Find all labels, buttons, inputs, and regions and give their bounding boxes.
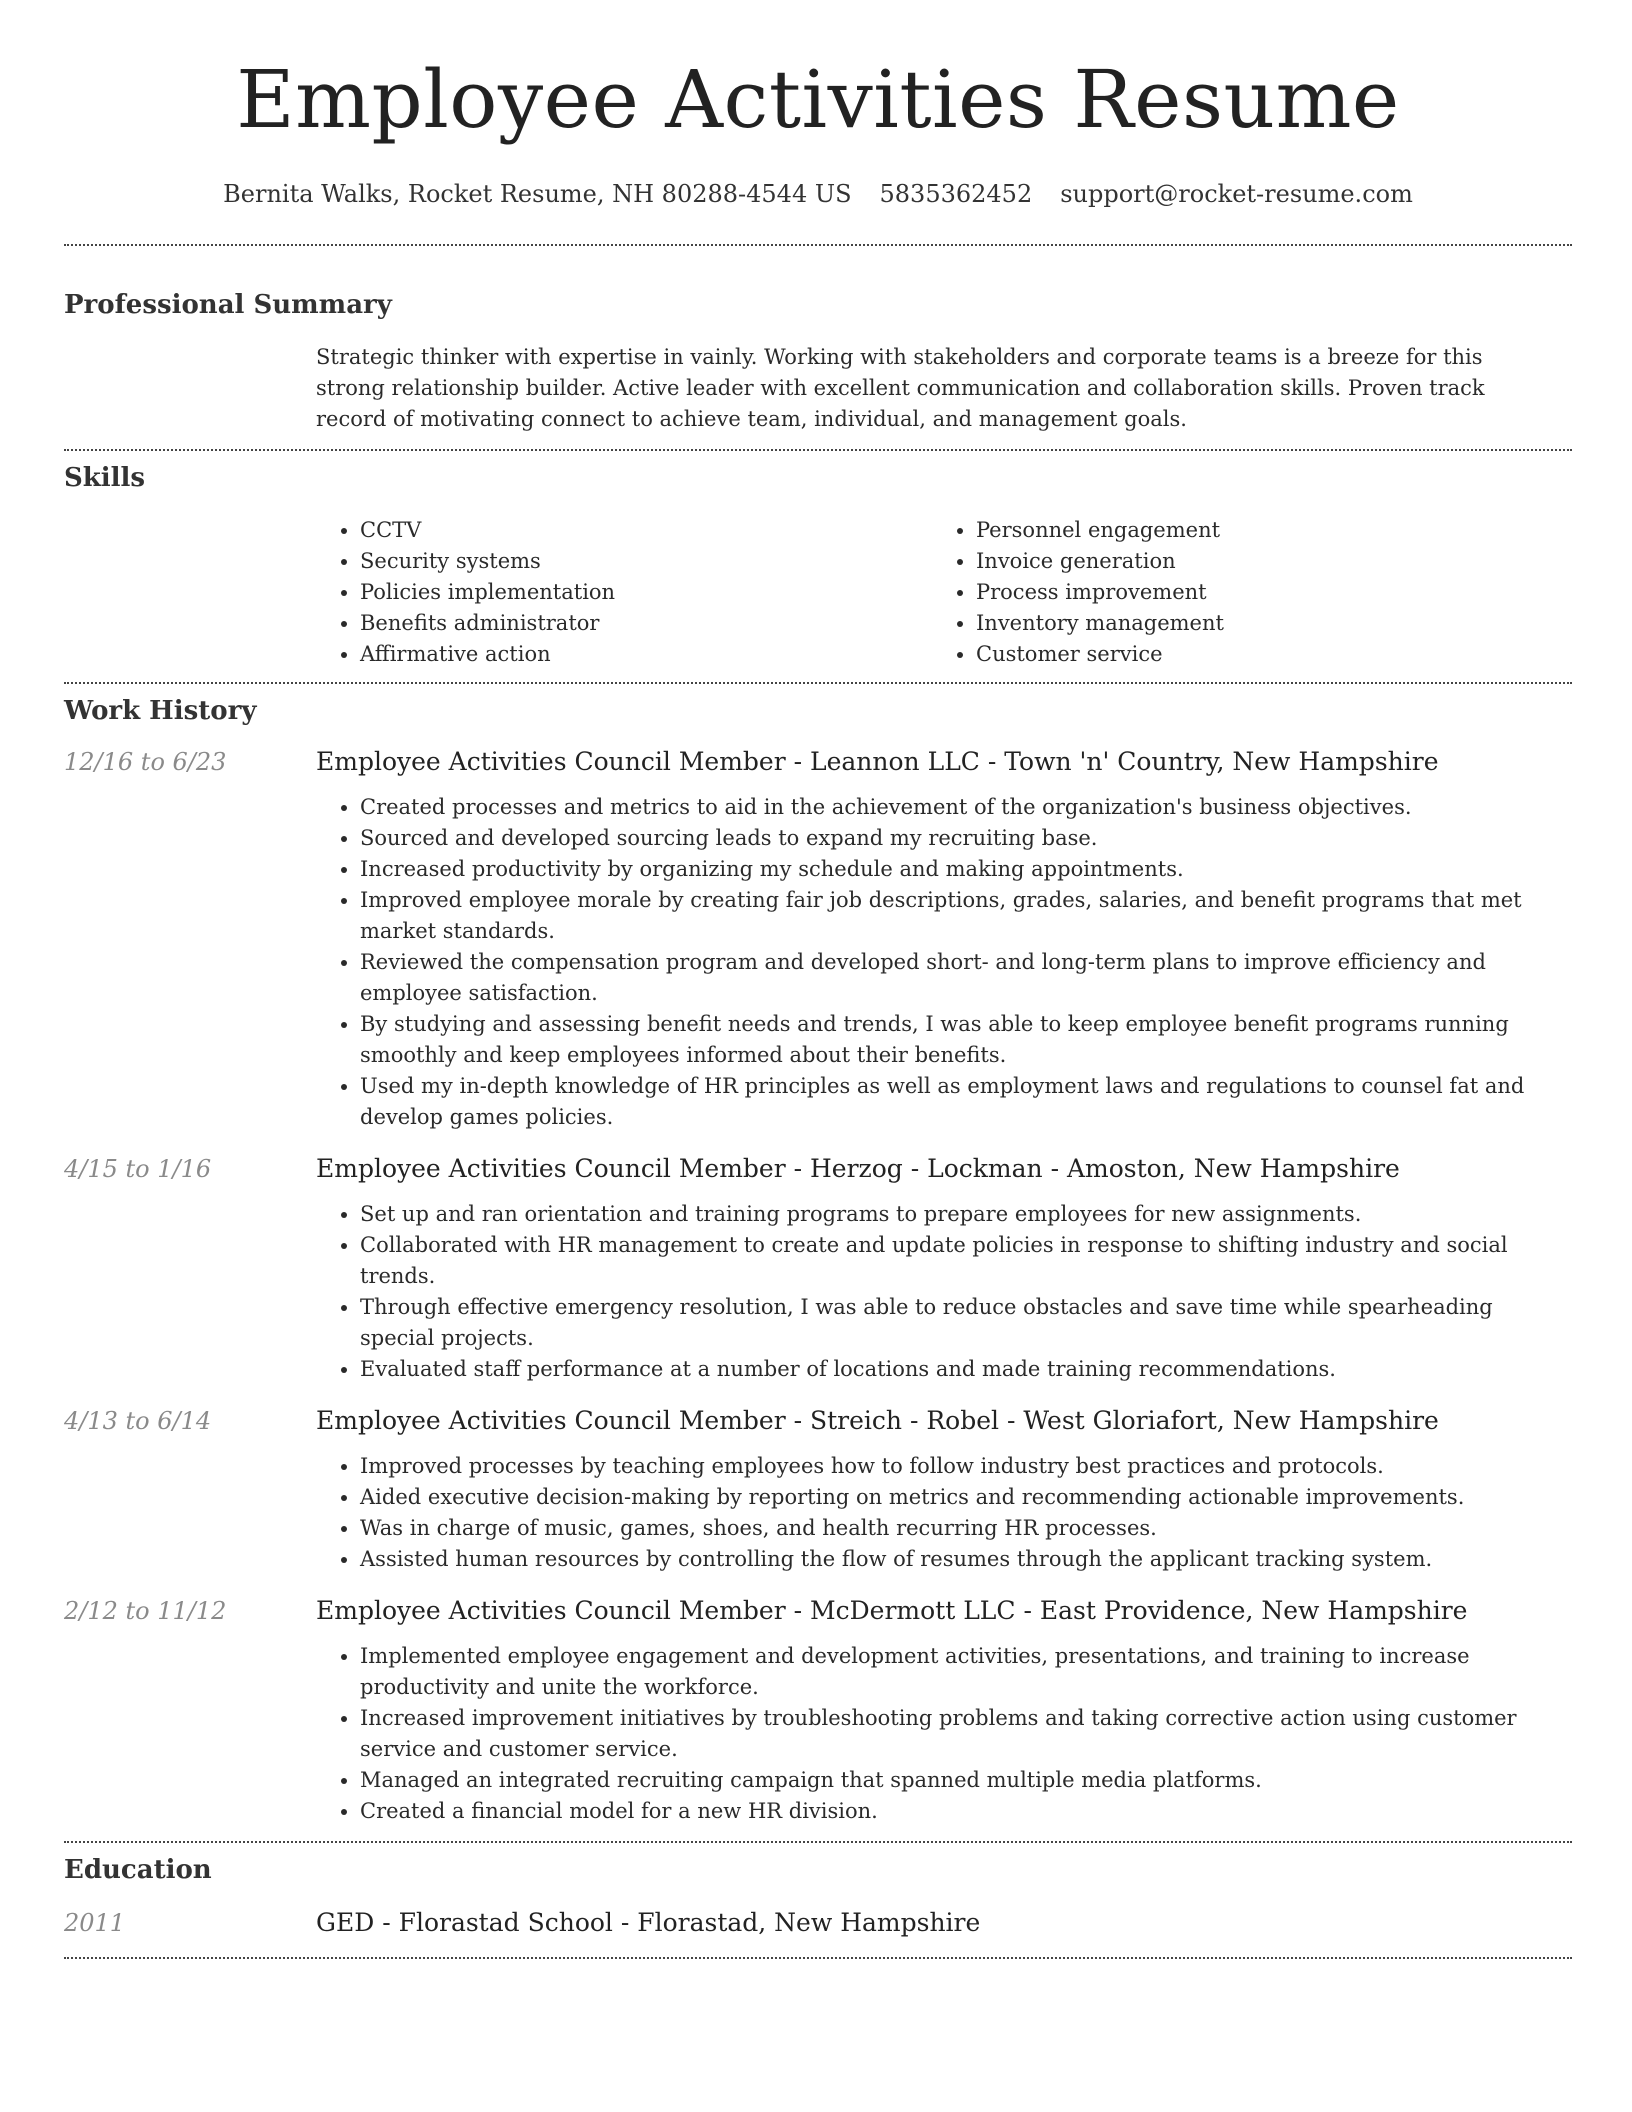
skill-item: • Personnel engagement xyxy=(976,515,1548,546)
contact-phone: 5835362452 xyxy=(879,180,1033,208)
job-bullets xyxy=(316,1451,1572,1575)
job-entry xyxy=(64,1405,1572,1575)
job-bullet: • Through effective emergency resolution, I was able to reduce obstacles and save time while spearheading special projects. xyxy=(360,1292,1572,1354)
divider xyxy=(64,244,1572,246)
job-bullet: • Implemented employee engagement and development activities, presentations, and training to increase productivity and unite the workforce. xyxy=(360,1641,1572,1703)
education-year: 2011 xyxy=(64,1909,126,1937)
job-title: Employee Activities Council Member - McDermott LLC - East Providence, New Hampshire xyxy=(316,1596,1468,1625)
skill-item: • Policies implementation xyxy=(360,577,932,608)
skill-item: • Benefits administrator xyxy=(360,608,932,639)
skill-item: • Affirmative action xyxy=(360,639,932,670)
job-bullet: • Evaluated staff performance at a number of locations and made training recommendations. xyxy=(360,1354,1572,1385)
job-dates: 4/13 to 6/14 xyxy=(64,1407,212,1435)
job-bullet: • Created a financial model for a new HR division. xyxy=(360,1796,1572,1827)
job-bullet: • Managed an integrated recruiting campaign that spanned multiple media platforms. xyxy=(360,1765,1572,1796)
job-bullet: • Used my in-depth knowledge of HR principles as well as employment laws and regulations to counsel fat and develop games policies. xyxy=(360,1071,1572,1133)
skill-item: • CCTV xyxy=(360,515,932,546)
job-bullet: • Created processes and metrics to aid in the achievement of the organization's business objectives. xyxy=(360,792,1572,823)
job-bullet: • Aided executive decision-making by reporting on metrics and recommending actionable improvements. xyxy=(360,1482,1572,1513)
job-bullet: • By studying and assessing benefit needs and trends, I was able to keep employee benefit programs running smoothly and keep employees informed about their benefits. xyxy=(360,1009,1572,1071)
job-bullet: • Assisted human resources by controlling the flow of resumes through the applicant tracking system. xyxy=(360,1544,1572,1575)
job-bullets xyxy=(316,1641,1572,1827)
job-dates: 2/12 to 11/12 xyxy=(64,1597,227,1625)
job-bullets xyxy=(316,1199,1572,1385)
education-entry xyxy=(64,1907,1572,1939)
job-entry xyxy=(64,1153,1572,1385)
job-bullet: • Sourced and developed sourcing leads to expand my recruiting base. xyxy=(360,823,1572,854)
contact-line xyxy=(64,178,1572,210)
job-title: Employee Activities Council Member - Herzog - Lockman - Amoston, New Hampshire xyxy=(316,1154,1400,1183)
work-history-heading: Work History xyxy=(64,696,257,726)
skills-heading: Skills xyxy=(64,463,146,493)
job-bullet: • Set up and ran orientation and training programs to prepare employees for new assignments. xyxy=(360,1199,1572,1230)
job-bullet: • Improved processes by teaching employees how to follow industry best practices and protocols. xyxy=(360,1451,1572,1482)
job-title: Employee Activities Council Member - Streich - Robel - West Gloriafort, New Hampshire xyxy=(316,1406,1439,1435)
job-bullet: • Was in charge of music, games, shoes, and health recurring HR processes. xyxy=(360,1513,1572,1544)
skills-column-left xyxy=(316,515,932,670)
skill-item: • Inventory management xyxy=(976,608,1548,639)
job-entry xyxy=(64,1595,1572,1827)
job-bullet: • Collaborated with HR management to create and update policies in response to shifting industry and social trends. xyxy=(360,1230,1572,1292)
skills-column-right xyxy=(932,515,1548,670)
skill-item: • Process improvement xyxy=(976,577,1548,608)
job-dates: 12/16 to 6/23 xyxy=(64,748,227,776)
contact-address: Bernita Walks, Rocket Resume, NH 80288-4544 US xyxy=(223,180,852,208)
job-bullet: • Improved employee morale by creating fair job descriptions, grades, salaries, and benefit programs that met market standards. xyxy=(360,885,1572,947)
job-title: Employee Activities Council Member - Leannon LLC - Town 'n' Country, New Hampshire xyxy=(316,747,1439,776)
resume-page xyxy=(64,0,1572,1959)
resume-title: Employee Activities Resume xyxy=(236,53,1400,146)
skills-list xyxy=(316,515,1572,670)
job-bullet: • Reviewed the compensation program and developed short- and long-term plans to improve efficiency and employee satisfaction. xyxy=(360,947,1572,1009)
skill-item: • Invoice generation xyxy=(976,546,1548,577)
divider xyxy=(64,1957,1572,1959)
summary-text: Strategic thinker with expertise in vainly. Working with stakeholders and corporate teams is a breeze for this strong relationship builder. Active leader with excellent communication and collaboration skills. Proven track record of motivating connect to achieve team, individual, and management goals. xyxy=(316,345,1485,431)
contact-email: support@rocket-resume.com xyxy=(1060,180,1413,208)
education-degree: GED - Florastad School - Florastad, New Hampshire xyxy=(316,1908,981,1937)
work-history-list xyxy=(64,746,1572,1827)
job-bullet: • Increased productivity by organizing my schedule and making appointments. xyxy=(360,854,1572,885)
job-bullet: • Increased improvement initiatives by troubleshooting problems and taking corrective action using customer service and customer service. xyxy=(360,1703,1572,1765)
job-bullets xyxy=(316,792,1572,1133)
divider xyxy=(64,449,1572,451)
job-dates: 4/15 to 1/16 xyxy=(64,1155,212,1183)
skill-item: • Customer service xyxy=(976,639,1548,670)
education-heading: Education xyxy=(64,1855,212,1885)
divider xyxy=(64,682,1572,684)
skill-item: • Security systems xyxy=(360,546,932,577)
job-entry xyxy=(64,746,1572,1133)
summary-heading: Professional Summary xyxy=(64,290,392,320)
divider xyxy=(64,1841,1572,1843)
